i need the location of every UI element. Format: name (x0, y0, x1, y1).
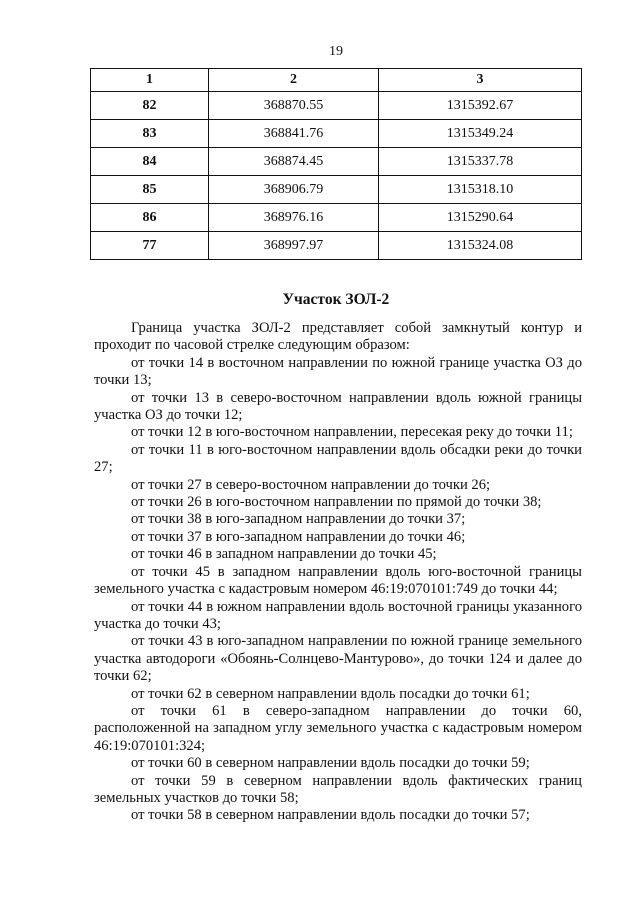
paragraph: Граница участка ЗОЛ-2 представляет собой замкнутый контур и проходит по часовой стрелке следующим образом: (94, 320, 582, 354)
point-number: 85 (91, 176, 209, 204)
point-number: 83 (91, 120, 209, 148)
point-number: 82 (91, 92, 209, 120)
page-number: 19 (329, 44, 343, 59)
table-row (91, 232, 582, 260)
paragraph: от точки 58 в северном направлении вдоль посадки до точки 57; (131, 807, 530, 824)
paragraph: от точки 44 в южном направлении вдоль восточной границы указанного участка до точки 43; (94, 598, 582, 632)
column-header: 2 (209, 69, 379, 92)
paragraph: от точки 62 в северном направлении вдоль посадки до точки 61; (131, 685, 530, 702)
coordinate-y: 1315337.78 (379, 148, 582, 176)
point-number: 86 (91, 204, 209, 232)
table-row (91, 120, 582, 148)
paragraph: от точки 46 в западном направлении до точки 45; (131, 546, 437, 563)
coordinates-table (90, 68, 582, 260)
paragraph: от точки 38 в юго-западном направлении до точки 37; (131, 511, 466, 528)
coordinate-x: 368874.45 (209, 148, 379, 176)
paragraph: от точки 12 в юго-восточном направлении, пересекая реку до точки 11; (131, 424, 573, 441)
coordinate-x: 368841.76 (209, 120, 379, 148)
point-number: 84 (91, 148, 209, 176)
table-row (91, 148, 582, 176)
coordinate-y: 1315290.64 (379, 204, 582, 232)
coordinate-y: 1315349.24 (379, 120, 582, 148)
table-row (91, 92, 582, 120)
table-header-row (91, 69, 582, 92)
paragraph: от точки 14 в восточном направлении по южной границе участка ОЗ до точки 13; (94, 354, 582, 389)
paragraph: от точки 43 в юго-западном направлении по южной границе земельного участка автодороги «Обоянь-Солнцево-Мантурово», до точки 124 и далее до точки 62; (94, 633, 582, 685)
section-title: Участок ЗОЛ-2 (282, 291, 390, 308)
coordinate-x: 368906.79 (209, 176, 379, 204)
column-header: 1 (91, 69, 209, 92)
point-number: 77 (91, 232, 209, 260)
paragraph: от точки 27 в северо-восточном направлении до точки 26; (131, 476, 491, 493)
paragraph: от точки 11 в юго-восточном направлении вдоль обсадки реки до точки 27; (94, 441, 582, 476)
paragraph: от точки 61 в северо-западном направлении до точки 60, расположенной на западном углу земельного участка с кадастровым номером 46:19:070101:324; (94, 702, 582, 754)
boundary-description (94, 320, 582, 825)
paragraph: от точки 45 в западном направлении вдоль юго-восточной границы земельного участка с кадастровым номером 46:19:070101:749 до точки 44; (94, 563, 582, 598)
paragraph: от точки 26 в юго-восточном направлении по прямой до точки 38; (131, 494, 542, 511)
table-row (91, 204, 582, 232)
paragraph: от точки 37 в юго-западном направлении до точки 46; (131, 528, 466, 545)
coordinate-x: 368976.16 (209, 204, 379, 232)
coordinate-y: 1315318.10 (379, 176, 582, 204)
paragraph: от точки 59 в северном направлении вдоль фактических границ земельных участков до точки 58; (94, 772, 582, 806)
coordinate-x: 368997.97 (209, 232, 379, 260)
coordinate-y: 1315324.08 (379, 232, 582, 260)
paragraph: от точки 13 в северо-восточном направлении вдоль южной границы участка ОЗ до точки 12; (94, 389, 582, 424)
column-header: 3 (379, 69, 582, 92)
coordinate-x: 368870.55 (209, 92, 379, 120)
coordinate-y: 1315392.67 (379, 92, 582, 120)
paragraph: от точки 60 в северном направлении вдоль посадки до точки 59; (131, 755, 530, 772)
table-row (91, 176, 582, 204)
